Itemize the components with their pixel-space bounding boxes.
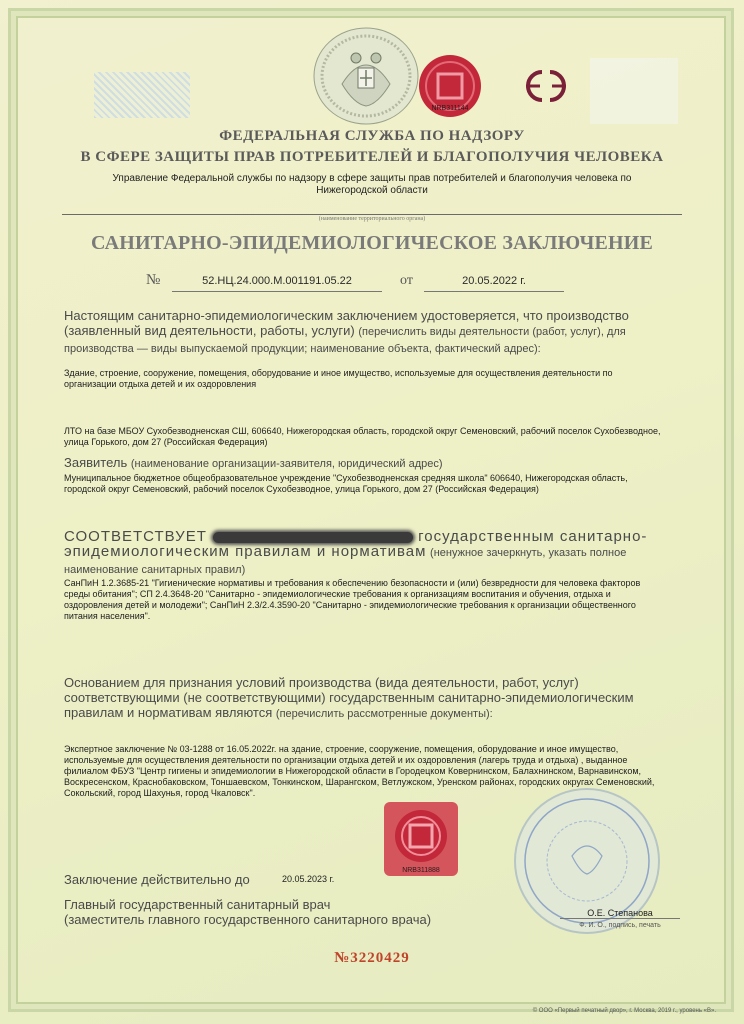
complies-main: государственным санитарно-эпидемиологическим правилам и нормативам	[64, 528, 648, 560]
service-title-line2: В СФЕРЕ ЗАЩИТЫ ПРАВ ПОТРЕБИТЕЛЕЙ И БЛАГОПОЛУЧИЯ ЧЕЛОВЕКА	[80, 149, 664, 165]
compliance-paragraph	[64, 529, 682, 578]
validity-label: Заключение действительно до	[64, 872, 250, 887]
hologram-top-code: NRB311144	[431, 105, 469, 112]
chief-doctor-line2: (заместитель главного государственного санитарного врача)	[64, 912, 432, 927]
hologram-seal-icon	[418, 54, 482, 118]
applicant-hint: (наименование организации-заявителя, юридический адрес)	[130, 458, 443, 470]
activity-text: Здание, строение, сооружение, помещения, оборудование и иное имущество, используемые для осуществления деятельности по организации отдыха детей и их оздоровления	[64, 368, 613, 389]
document-date: 20.05.2022 г.	[424, 275, 564, 292]
document-number: 52.НЦ.24.000.М.001191.05.22	[172, 275, 382, 292]
applicant-label: Заявитель	[64, 455, 128, 470]
blank-corner	[590, 58, 678, 124]
service-title-line1: ФЕДЕРАЛЬНАЯ СЛУЖБА ПО НАДЗОРУ	[219, 128, 525, 144]
se-mark-icon	[514, 66, 578, 106]
authority-caption: (наименование территориального органа)	[318, 216, 426, 222]
number-sign: №	[146, 272, 161, 288]
object-address: ЛТО на базе МБОУ Сухобезводненская СШ, 606640, Нижегородская область, городской округ Семеновский, рабочий поселок Сухобезводное, улица Горького, дом 27 (Российская Федерация)	[64, 426, 661, 447]
redaction-mark	[213, 532, 413, 543]
hologram-seal-icon	[382, 800, 460, 878]
complies-label: СООТВЕТСТВУЕТ	[64, 528, 207, 545]
signer-name: О.Е. Степанова	[560, 908, 680, 919]
chief-doctor-line1: Главный государственный санитарный врач	[64, 897, 331, 912]
basis-hint: (перечислить рассмотренные документы):	[275, 708, 493, 720]
document-title: САНИТАРНО-ЭПИДЕМИОЛОГИЧЕСКОЕ ЗАКЛЮЧЕНИЕ	[90, 232, 654, 254]
emblem-icon	[312, 26, 420, 126]
basis-paragraph	[64, 675, 682, 722]
sanitary-rules-text: СанПиН 1.2.3685-21 "Гигиенические нормативы и требования к обеспечению безопасности и (или) безвредности для человека факторов среды обитания"; СП 2.4.3648-20 "Санитарно - эпидемиологические требования к организациям воспитания и обучения, отдыха и оздоровления детей и молодежи"; СанПиН 2.3/2.4.3590-20 "Санитарно - эпидемиологические требования к организации общественного питания населения".	[64, 578, 641, 621]
printer-imprint: © ООО «Первый печатный двор», г. Москва, 2019 г., уровень «В».	[532, 1008, 716, 1014]
serial-number: №3220429	[334, 950, 410, 966]
signer-caption: Ф. И. О., подпись, печать	[579, 922, 661, 929]
intro-paragraph	[64, 308, 682, 357]
intro-main: Настоящим санитарно-эпидемиологическим заключением удостоверяется, что производство (заявленный вид деятельности, работы, услуги)	[64, 308, 629, 338]
guilloche-pattern	[94, 72, 190, 118]
basis-main: Основанием для признания условий производства (вида деятельности, работ, услуг) соответствующими (не соответствующими) государственным санитарно-эпидемиологическим правилам и нормативам являются	[64, 675, 634, 720]
basis-documents-text: Экспертное заключение № 03-1288 от 16.05.2022г. на здание, строение, сооружение, помещения, оборудование и иное имущество, используемые для осуществления деятельности по организации отдыха детей и их оздоровления (лагерь труда и отдыха) , выданное филиалом ФБУЗ "Центр гигиены и эпидемиологии в Нижегородской области в Городецком Ковернинском, Балахнинском, Варнавинском, Воскресенском, Краснобаковском, Тоншаевском, Тонкинском, Шарангском, Ветлужском, Уренском районах, городских округах Семеновский, Сокольский, город Шахунья, город Чкаловск".	[64, 744, 655, 798]
intro-hint: (перечислить виды деятельности (работ, услуг), для производства — виды выпускаемой продукции; наименование объекта, фактический адрес):	[64, 326, 626, 355]
applicant-text: Муниципальное бюджетное общеобразовательное учреждение "Сухобезводненская средняя школа" 606640, Нижегородская область, городской округ Семеновский, рабочий поселок Сухобезводное, улица Горького, дом 27 (Российская Федерация)	[64, 473, 628, 494]
complies-hint: (ненужное зачеркнуть, указать полное наименование санитарных правил)	[64, 547, 627, 576]
applicant-heading	[64, 455, 682, 472]
from-label: от	[400, 273, 413, 288]
validity-date: 20.05.2023 г.	[282, 874, 335, 884]
territorial-authority: Управление Федеральной службы по надзору в сфере защиты прав потребителей и благополучия человека по Нижегородской области	[112, 173, 632, 196]
authority-rule	[62, 214, 682, 215]
hologram-mid-code: NRB311888	[402, 867, 440, 874]
